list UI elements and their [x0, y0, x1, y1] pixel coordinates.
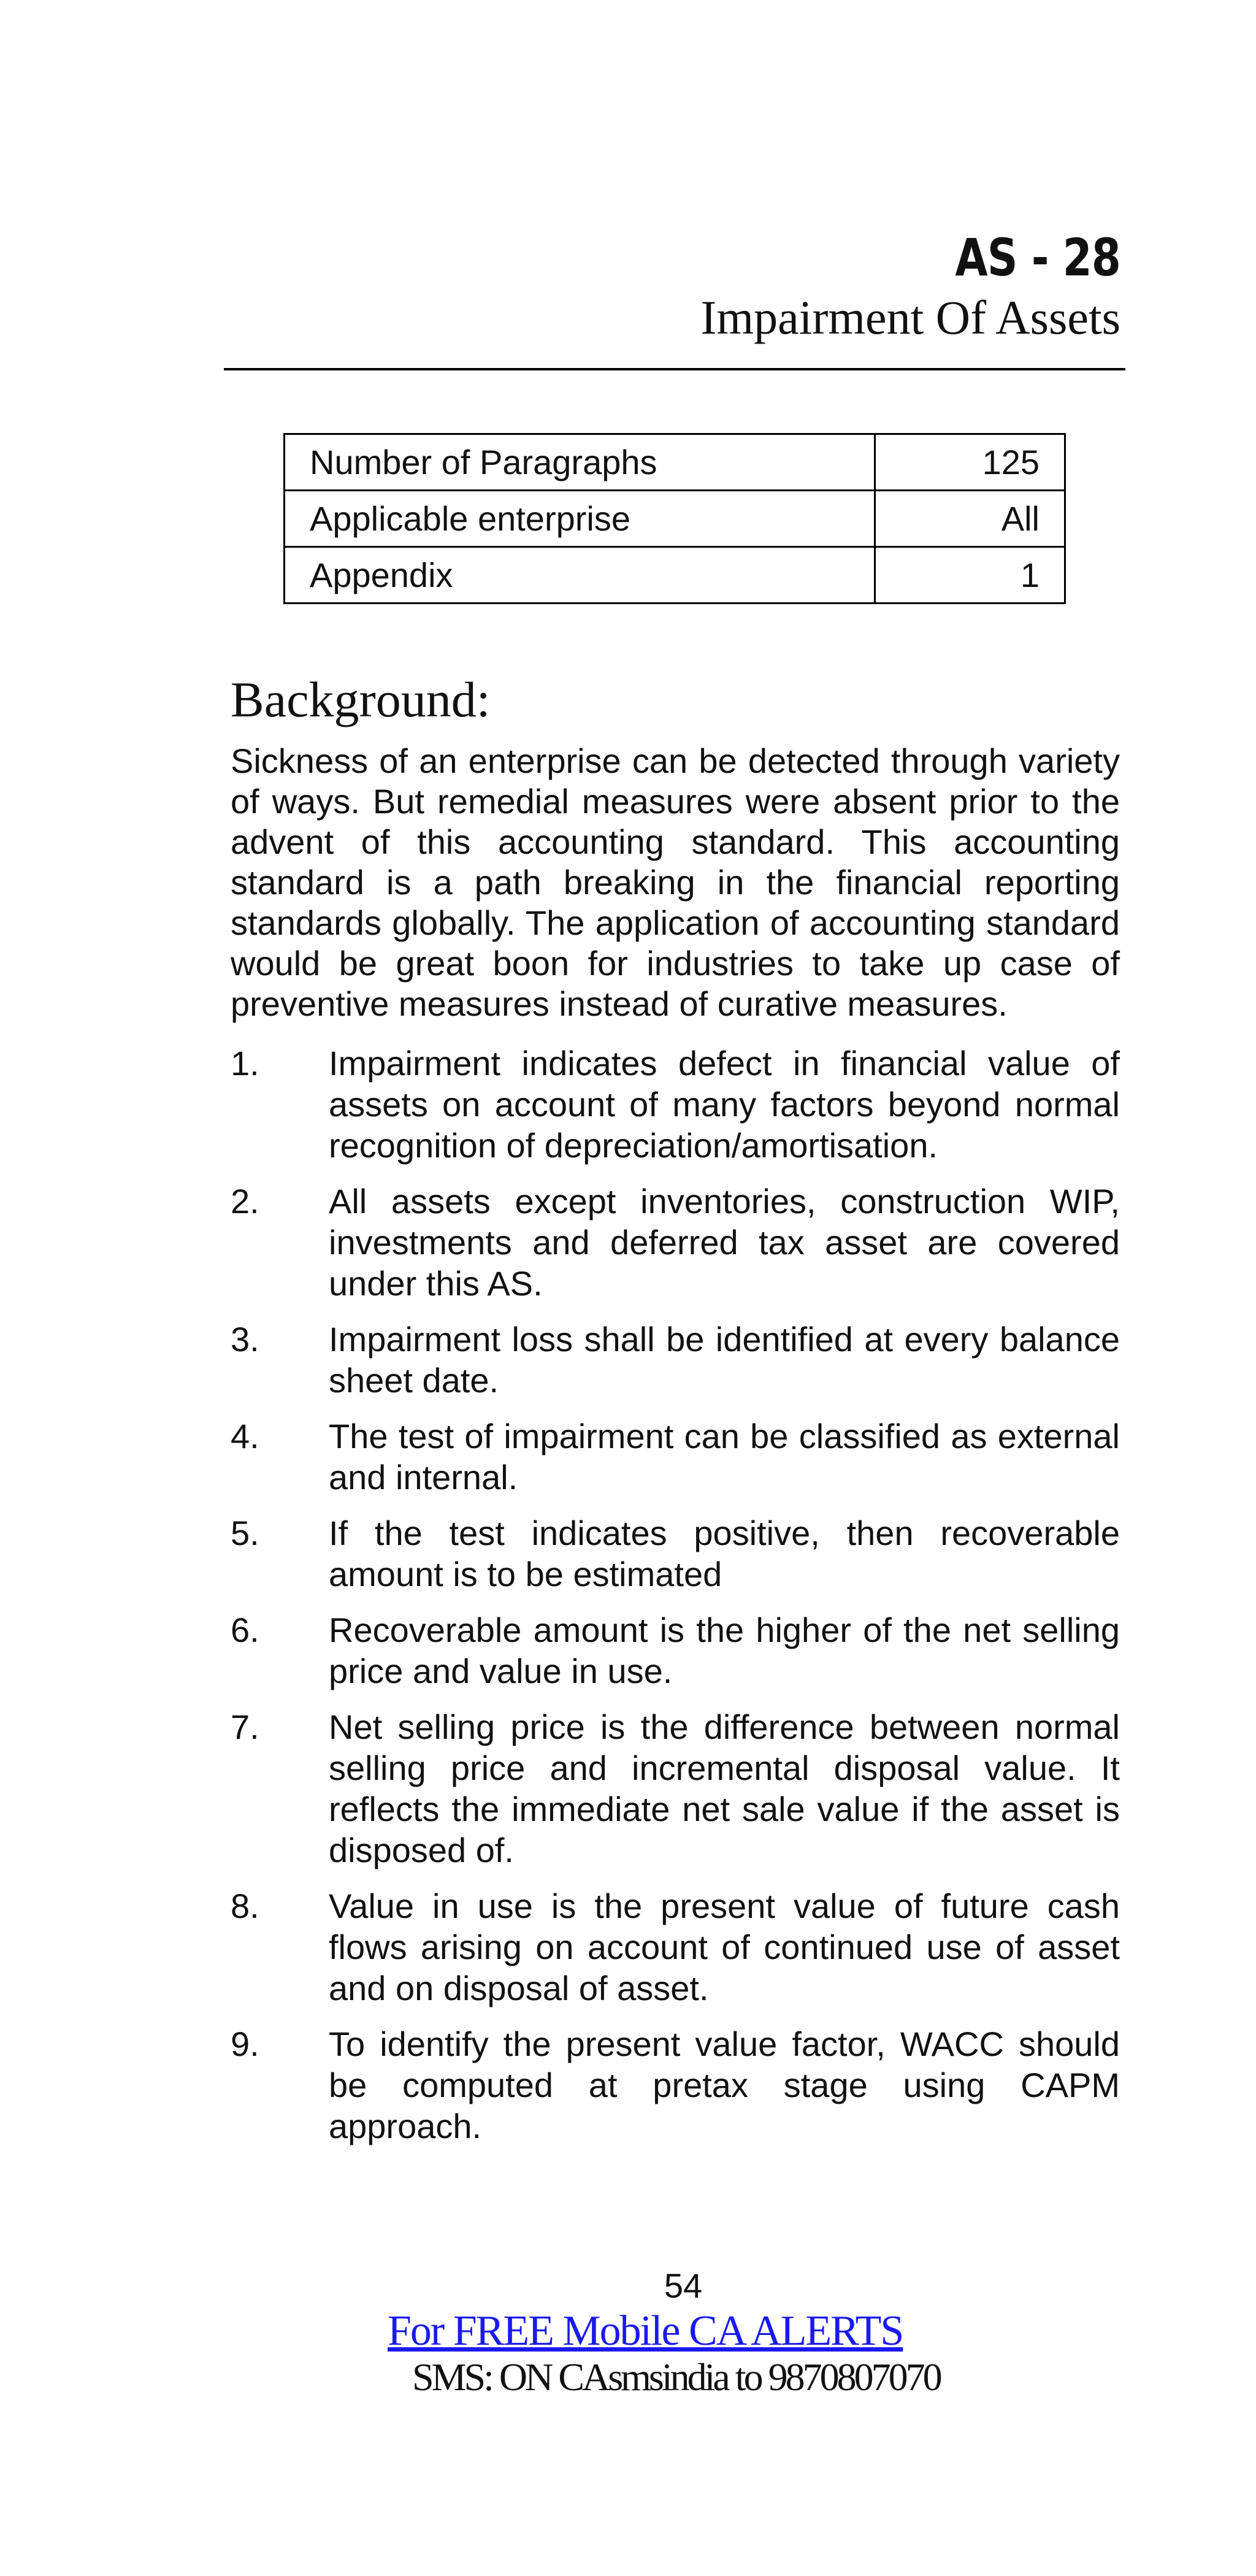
list-item-text: Value in use is the present value of future cash flows arising on account of continued use of asset and on disposal of asset.: [329, 1887, 1120, 2007]
ca-alerts-link[interactable]: For FREE Mobile CA ALERTS: [388, 2307, 903, 2355]
list-item: [231, 1609, 1120, 1692]
table-row: [285, 434, 1065, 491]
list-item: [231, 1043, 1120, 1166]
table-row: [285, 491, 1065, 547]
list-item-number: 2.: [231, 1182, 259, 1221]
sms-instructions: SMS: ON CAsmsindia to 9870807070: [412, 2355, 940, 2399]
list-item-number: 9.: [231, 2025, 259, 2063]
list-item-text: All assets except inventories, construction WIP, investments and deferred tax asset are covered under this AS.: [329, 1182, 1120, 1303]
list-item-number: 5.: [231, 1514, 259, 1552]
list-item-number: 1.: [231, 1044, 259, 1083]
table-cell-label: Appendix: [285, 547, 875, 604]
table-cell-label: Applicable enterprise: [285, 491, 875, 547]
list-item: [231, 2023, 1120, 2147]
list-item: [231, 1706, 1120, 1871]
main-content: [231, 666, 1120, 2161]
list-item-text: Impairment loss shall be identified at every balance sheet date.: [329, 1320, 1120, 1400]
standard-title: Impairment Of Assets: [700, 291, 1120, 344]
table-cell-label: Number of Paragraphs: [285, 434, 875, 491]
list-item-text: Impairment indicates defect in financial value of assets on account of many factors beyond normal recognition of depreciation/amortisation.: [329, 1044, 1120, 1165]
list-item: [231, 1416, 1120, 1498]
list-item: [231, 1512, 1120, 1595]
table-cell-value: 1: [875, 547, 1065, 604]
list-item-text: The test of impairment can be classified as external and internal.: [329, 1417, 1120, 1497]
list-item: [231, 1181, 1120, 1304]
intro-paragraph: Sickness of an enterprise can be detected through variety of ways. But remedial measures were absent prior to the advent of this accounting standard. This accounting standard is a path breaking in the financial reporting standards globally. The application of accounting standard would be great boon for industries to take up case of preventive measures instead of curative measures.: [231, 742, 1120, 1023]
table-row: [285, 547, 1065, 604]
list-item-number: 4.: [231, 1417, 259, 1455]
section-heading: Background:: [231, 672, 491, 727]
table-cell-value: 125: [875, 434, 1065, 491]
list-item-number: 7.: [231, 1708, 259, 1746]
header-divider: [224, 368, 1125, 370]
list-item-text: To identify the present value factor, WACC should be computed at pretax stage using CAPM approach.: [329, 2025, 1120, 2145]
list-item-number: 3.: [231, 1320, 259, 1359]
list-item: [231, 1885, 1120, 2009]
list-item-text: If the test indicates positive, then recoverable amount is to be estimated: [329, 1514, 1120, 1593]
list-item-number: 8.: [231, 1887, 259, 1925]
list-item-text: Recoverable amount is the higher of the net selling price and value in use.: [329, 1611, 1120, 1690]
list-item-text: Net selling price is the difference between normal selling price and incremental disposal value. It reflects the immediate net sale value if the asset is disposed of.: [329, 1708, 1120, 1869]
page-header: [224, 227, 1125, 347]
summary-table: [283, 433, 1066, 604]
page-number: 54: [664, 2266, 703, 2305]
standard-code: AS - 28: [955, 228, 1120, 288]
table-cell-value: All: [875, 491, 1065, 547]
list-item-number: 6.: [231, 1611, 259, 1649]
list-item: [231, 1319, 1120, 1401]
point-list: [231, 1043, 1120, 2147]
